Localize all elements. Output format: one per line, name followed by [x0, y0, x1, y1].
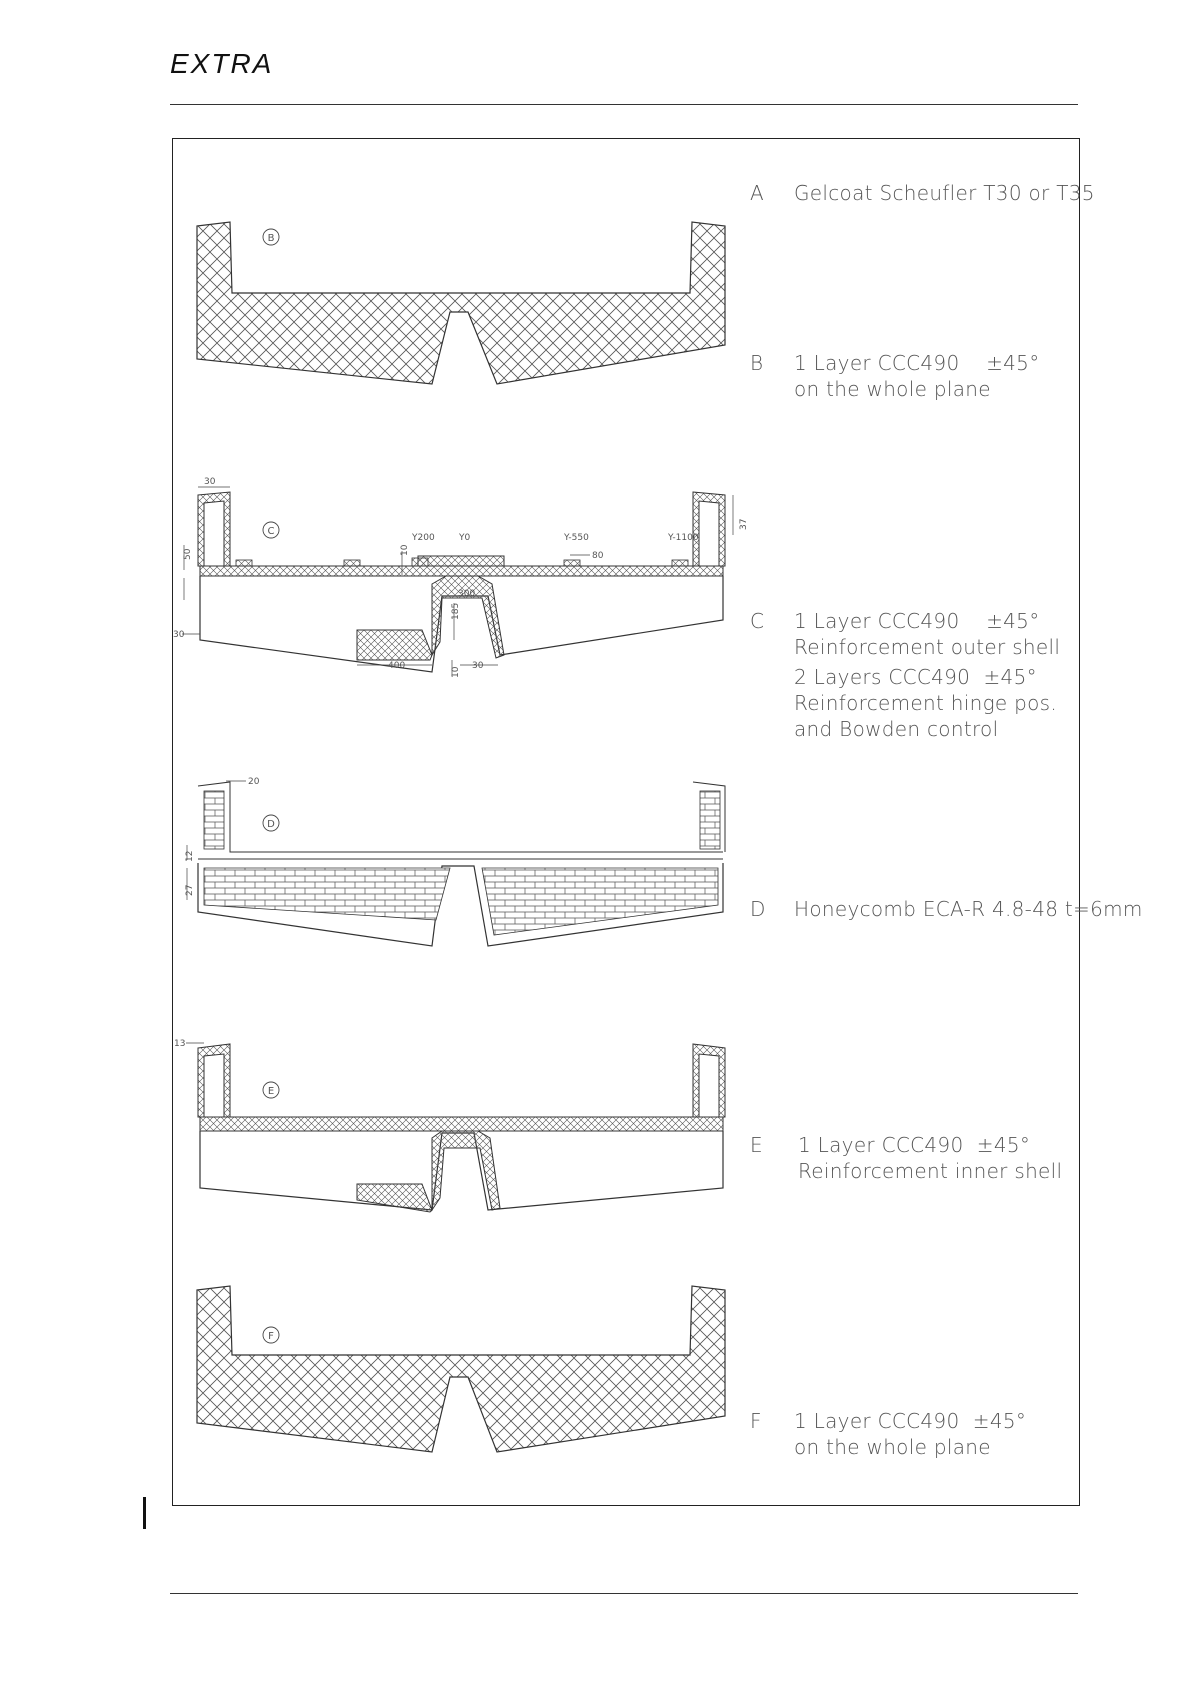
dim-label: 400 [388, 661, 406, 671]
section-mark-f: F [268, 1331, 274, 1342]
svg-text:E: E [750, 1133, 763, 1157]
svg-text:1 Layer CCC490 ±45°: 1 Layer CCC490 ±45° [794, 351, 1040, 375]
dim-label: Y0 [459, 533, 471, 543]
svg-text:on the whole plane: on the whole plane [794, 1435, 991, 1459]
dim-label: 185 [451, 602, 461, 620]
svg-text:Reinforcement inner shell: Reinforcement inner shell [798, 1159, 1063, 1183]
section-f-drawing [197, 1286, 725, 1452]
svg-text:Reinforcement outer shell: Reinforcement outer shell [794, 635, 1061, 659]
svg-text:1 Layer CCC490 ±45°: 1 Layer CCC490 ±45° [798, 1133, 1031, 1157]
layer-f-label [750, 1409, 1026, 1459]
extra-logo: EXTRA [170, 48, 274, 79]
dim-label: 30 [204, 477, 216, 487]
svg-text:2 Layers CCC490 ±45°: 2 Layers CCC490 ±45° [794, 665, 1037, 689]
dim-label: 13 [174, 1039, 186, 1049]
dim-label: Y200 [412, 533, 435, 543]
dim-label: 80 [592, 551, 604, 561]
dim-label: Y-550 [564, 533, 589, 543]
svg-text:and Bowden control: and Bowden control [794, 717, 999, 741]
dim-label: 30 [173, 630, 185, 640]
dim-label: 20 [248, 777, 260, 787]
svg-text:F: F [750, 1409, 762, 1433]
svg-text:B: B [750, 351, 764, 375]
section-e-drawing [186, 1043, 725, 1212]
dim-label: 30 [472, 661, 484, 671]
dim-label: 10 [400, 544, 410, 556]
layer-b-label [750, 351, 1040, 401]
layer-d-label [750, 897, 1143, 921]
dim-label: Y-1100 [668, 533, 699, 543]
section-b-drawing [197, 222, 725, 384]
layer-c-label [750, 609, 1060, 741]
section-mark-d: D [267, 819, 275, 830]
svg-text:Gelcoat Scheufler T30 or T35: Gelcoat Scheufler T30 or T35 [794, 181, 1095, 205]
svg-text:C: C [750, 609, 765, 633]
dim-label: 300 [458, 589, 476, 599]
section-c-drawing [182, 487, 733, 675]
dim-label: 12 [185, 850, 195, 862]
dim-label: 50 [183, 548, 193, 560]
dim-label: 27 [185, 884, 195, 896]
dim-label: 10 [451, 666, 461, 678]
layer-e-label [750, 1133, 1062, 1183]
svg-text:Honeycomb ECA-R 4.8-48 t=6mm: Honeycomb ECA-R 4.8-48 t=6mm [794, 897, 1143, 921]
layer-a-label [750, 181, 1095, 205]
svg-text:Reinforcement hinge pos.: Reinforcement hinge pos. [794, 691, 1058, 715]
section-mark-c: C [267, 526, 275, 537]
dim-label: 37 [739, 518, 749, 530]
svg-text:1 Layer CCC490 ±45°: 1 Layer CCC490 ±45° [794, 609, 1040, 633]
svg-text:D: D [750, 897, 766, 921]
section-mark-e: E [267, 1086, 275, 1097]
svg-text:A: A [750, 181, 764, 205]
section-d-drawing [187, 781, 725, 946]
section-mark-b: B [267, 233, 275, 244]
svg-text:on the whole plane: on the whole plane [794, 377, 991, 401]
svg-text:1 Layer CCC490 ±45°: 1 Layer CCC490 ±45° [794, 1409, 1027, 1433]
